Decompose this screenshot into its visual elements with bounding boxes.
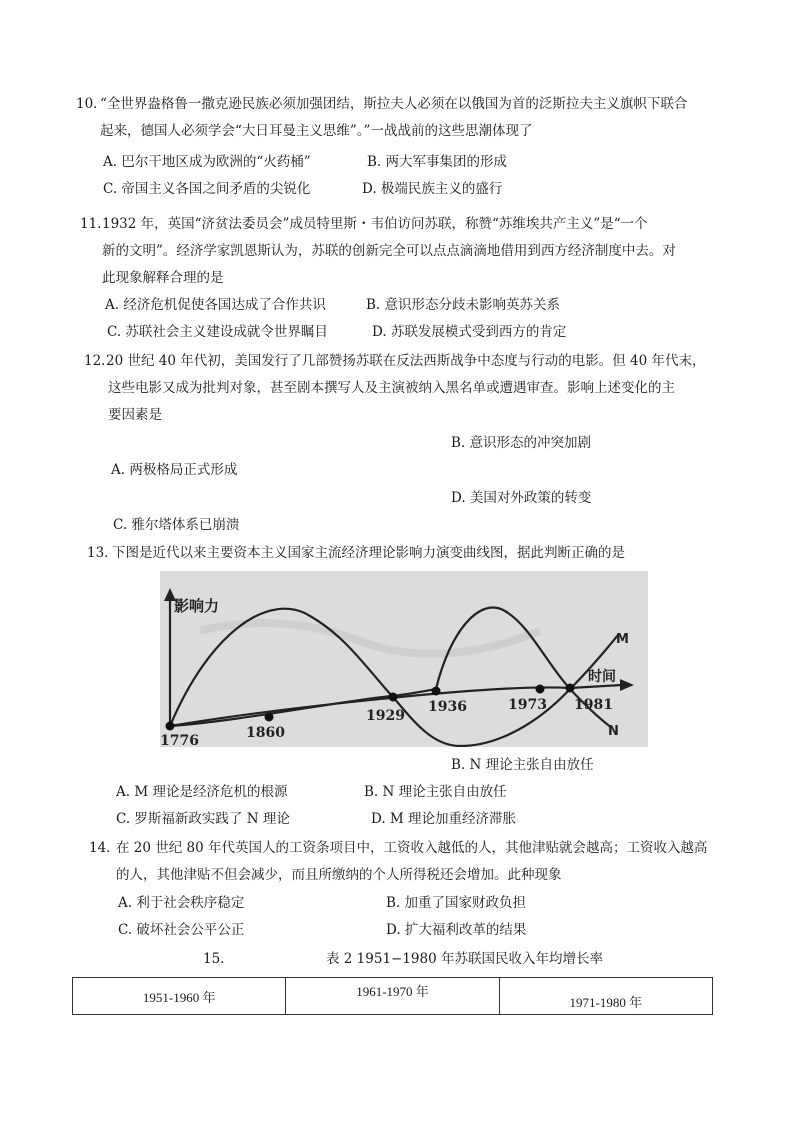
curve-m-label: M [616,632,629,647]
table-header-cell: 1961-1970 年 [286,978,499,1015]
q13-option-b-top[interactable]: B. N 理论主张自由放任 [451,757,594,773]
q11-option-c[interactable]: C. 苏联社会主义建设成就令世界瞩目 [107,324,328,340]
q14-option-a[interactable]: A. 利于社会秩序稳定 [118,895,245,911]
point-1936 [432,687,441,696]
year-label-1973: 1973 [508,697,547,713]
point-1929 [389,693,398,702]
q10-stem-line2: 起来，德国人必须学会“大日耳曼主义思维”。”一战战前的这些思潮体现了 [100,123,533,139]
q11-stem-line2: 新的文明”。经济学家凯恩斯认为，苏联的创新完全可以点点滴滴地借用到西方经济制度中去。对 [102,243,676,259]
year-label-1936: 1936 [428,699,467,715]
q15-table [72,977,713,1015]
q11-option-d[interactable]: D. 苏联发展模式受到西方的肯定 [372,324,567,340]
q14-stem-line2: 的人，其他津贴不但会减少，而且所缴纳的个人所得税还会增加。此种现象 [116,867,562,883]
table-row [73,978,713,1015]
q14-number: 14． [89,840,120,856]
point-1860 [265,713,274,722]
q15-table-caption: 表 2 1951−1980 年苏联国民收入年均增长率 [326,951,603,967]
q10-option-b[interactable]: B. 两大军事集团的形成 [367,154,508,170]
q13-number: 13． [87,545,118,561]
q12-stem-line1: 20 世纪 40 年代初，美国发行了几部赞扬苏联在反法西斯战争中态度与行动的电影。但 40 年代末， [106,353,706,369]
q13-option-b[interactable]: B. N 理论主张自由放任 [364,784,507,800]
q10-option-c[interactable]: C. 帝国主义各国之间矛盾的尖锐化 [103,181,311,197]
point-1776 [166,722,175,731]
q11-option-a[interactable]: A. 经济危机促使各国达成了合作共识 [105,297,326,313]
q12-stem-line3: 要因素是 [108,407,162,423]
q10-option-a[interactable]: A. 巴尔干地区成为欧洲的“火药桶” [103,154,311,170]
q11-number: 11. [80,216,102,232]
x-axis-label: 时间 [588,669,616,685]
q12-number: 12. [84,353,106,369]
x-axis-arrow [620,679,634,691]
q13-option-d[interactable]: D. M 理论加重经济滞胀 [371,811,517,827]
q11-stem-line1: 1932 年，英国“济贫法委员会”成员特里斯・韦伯访问苏联，称赞“苏维埃共产主义”是“一个 [102,216,648,232]
q12-option-c[interactable]: C. 雅尔塔体系已崩溃 [113,517,240,533]
table-header-cell: 1971-1980 年 [499,978,712,1015]
year-label-1776: 1776 [160,733,199,747]
q10-option-d[interactable]: D. 极端民族主义的盛行 [362,181,503,197]
point-1973 [536,685,545,694]
point-1981 [566,684,575,693]
curve-n-label: N [608,724,619,739]
y-axis-label: 影响力 [174,597,220,615]
q13-stem: 下图是近代以来主要资本主义国家主流经济理论影响力演变曲线图，据此判断正确的是 [112,545,625,561]
q12-stem-line2: 这些电影又成为批判对象，甚至剧本撰写人及主演被纳入黑名单或遭遇审查。影响上述变化的主 [108,380,675,396]
year-label-1929: 1929 [366,708,405,724]
q15-number: 15. [203,951,225,967]
q14-option-b[interactable]: B. 加重了国家财政负担 [386,895,527,911]
q12-option-d[interactable]: D. 美国对外政策的转变 [451,490,592,506]
q14-option-d[interactable]: D. 扩大福利改革的结果 [386,922,527,938]
background-texture [200,623,540,654]
q11-stem-line3: 此现象解释合理的是 [102,270,224,286]
table-header-cell: 1951-1960 年 [73,978,286,1015]
q10-stem-line1: “全世界盎格鲁一撒克逊民族必须加强团结，斯拉夫人必须在以俄国为首的泛斯拉夫主义旗帜下联合 [100,96,688,112]
q13-option-c[interactable]: C. 罗斯福新政实践了 N 理论 [116,811,290,827]
q10-number: 10． [76,96,107,112]
curve-m [170,609,618,746]
q14-stem-line1: 在 20 世纪 80 年代英国人的工资条项目中，工资收入越低的人，其他津贴就会越高；工资收入越高 [116,840,708,856]
year-label-1981: 1981 [574,697,613,713]
q12-option-a[interactable]: A. 两极格局正式形成 [111,462,238,478]
year-label-1860: 1860 [246,725,285,741]
influence-curve-svg [160,571,648,747]
q14-option-c[interactable]: C. 破坏社会公平公正 [118,922,245,938]
q13-option-a[interactable]: A. M 理论是经济危机的根源 [116,784,288,800]
q12-option-b[interactable]: B. 意识形态的冲突加剧 [451,435,592,451]
influence-curve-figure [160,571,648,747]
q11-option-b[interactable]: B. 意识形态分歧未影响英苏关系 [366,297,561,313]
